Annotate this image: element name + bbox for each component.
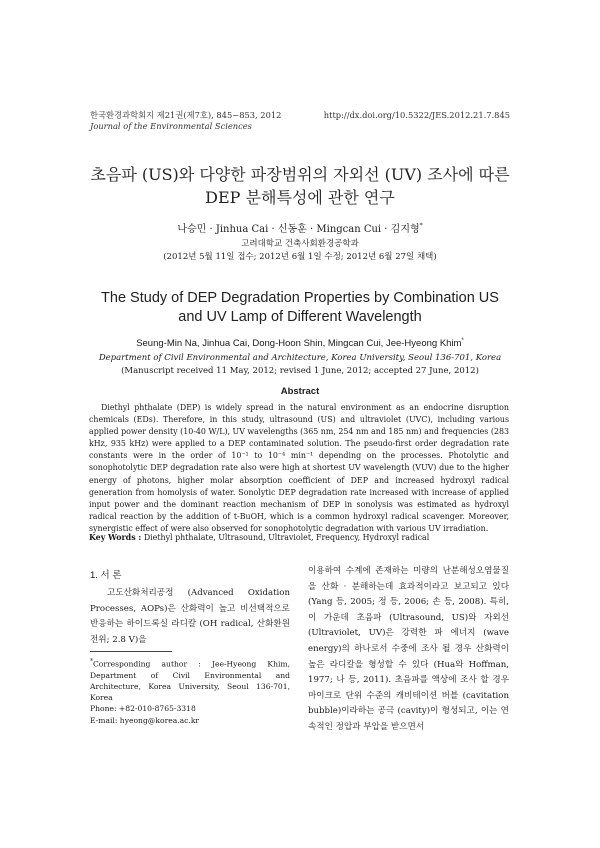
- footnote-mark: *: [90, 658, 93, 665]
- footnote-email: E-mail: hyeong@korea.ac.kr: [90, 715, 200, 725]
- intro-right-paragraph: 이용하여 수계에 존재하는 미량의 난분해성오염물질을 산화 · 분해하는데 효과적이라고 보고되고 있다 (Yang 등, 2005; 정 등, 2006; 손 등, 2008). 특히, 이 가운데 초음파 (Ultrasound, US)와 자외선 (Ultraviolet, UV)은 강력한 파 에너지 (wave energy)의 하나로서 수중에 조사 될 경우 산화력이 높은 라디칼을 형성할 수 있다 (Hua와 Hoffman, 1977; 나 등, 2011). 초음파를 액상에 조사 할 경우 마이크로 단위 수준의 캐비테이션 버블 (cavitation bubble)이라하는 공극 (cavity)이 형성되고, 이는 연속적인 정압과 부압을 받으면서: [308, 566, 509, 732]
- intro-left-paragraph: 고도산화처리공정 (Advanced Oxidation Processes, AOPs)은 산화력이 높고 비선택적으로 반응하는 하이드록실 라디칼 (OH radical, 산화환원 전위; 2.8 V)을: [90, 588, 290, 645]
- doi-link[interactable]: http://dx.doi.org/10.5322/JES.2012.21.7.845: [323, 110, 510, 120]
- corresponding-mark: *: [461, 338, 464, 344]
- korean-authors: [0, 220, 600, 235]
- english-affiliation: Department of Civil Environmental and Architecture, Korea University, Seoul 136-701, Korea: [98, 353, 502, 363]
- keywords-list: Diethyl phthalate, Ultrasound, Ultraviolet, Frequency, Hydroxyl radical: [143, 533, 430, 542]
- korean-author-list: 나승민 · Jinhua Cai · 신동훈 · Mingcan Cui · 김지형: [177, 224, 420, 235]
- footnote: [90, 656, 290, 726]
- abstract-heading: Abstract: [280, 386, 320, 397]
- footnote-divider: [90, 651, 172, 652]
- english-author-list: Seung-Min Na, Jinhua Cai, Dong-Hoon Shin, Mingcan Cui, Jee-Hyeong Khim: [136, 338, 462, 350]
- korean-affiliation: 고려대학교 건축사회환경공학과: [241, 239, 359, 249]
- footnote-text: Corresponding author : Jee-Hyeong Khim, Department of Civil Environmental and Architecture, Korea University, Seoul 136-701, Korea: [90, 659, 290, 703]
- english-title-line2: and UV Lamp of Different Wavelength: [178, 309, 422, 325]
- keywords-label: Key Words :: [89, 533, 142, 542]
- journal-header-english: Journal of the Environmental Sciences: [90, 121, 252, 131]
- section-heading: 1. 서 론: [90, 570, 122, 581]
- english-title-line1: The Study of DEP Degradation Properties by Combination US: [101, 290, 499, 306]
- keywords: [89, 533, 509, 542]
- journal-header-korean: 한국환경과학회지 제21권(제7호), 845~853, 2012: [90, 110, 282, 120]
- english-dates: (Manuscript received 11 May, 2012; revised 1 June, 2012; accepted 27 June, 2012): [121, 366, 479, 376]
- footnote-phone: Phone: +82-010-8765-3318: [90, 704, 196, 714]
- english-authors: [0, 338, 600, 349]
- korean-title-line2: DEP 분해특성에 관한 연구: [205, 188, 395, 207]
- corresponding-mark: *: [419, 222, 423, 230]
- korean-dates: (2012년 5월 11일 접수; 2012년 6월 1일 수정; 2012년 6월 27일 채택): [163, 252, 437, 262]
- korean-title-line1: 초음파 (US)와 다양한 파장범위의 자외선 (UV) 조사에 따른: [90, 165, 510, 184]
- abstract-body: Diethyl phthalate (DEP) is widely spread in the natural environment as an endocrine disruption chemicals (EDs). Therefore, in this study, ultrasound (US) and ultraviolet (UVC), including various applied power density (10-40 W/L), UV wavelengths (365 nm, 254 nm and 185 nm) and frequencies (283 kHz, 935 kHz) were applied to a DEP contaminated solution. The pseudo-first order degradation rate constants were in the order of 10⁻¹ to 10⁻⁴ min⁻¹ depending on the processes. Photolytic and sonophotolytic DEP degradation rate also were high at shortest UV wavelength (VUV) due to the higher energy of photons, higher molar absorption coefficient of DEP and increased hydroxyl radical generation from homolysis of water. Sonolytic DEP degradation rate increased with increase of applied input power and the dominant reaction mechanism of DEP in sonolysis was estimated as hydroxyl radical reaction by the addition of t-BuOH, which is a common hydroxyl radical scavenger. Moreover, synergistic effect of were also observed for sonophotolytic degradation with various UV irradiation.: [89, 403, 509, 533]
